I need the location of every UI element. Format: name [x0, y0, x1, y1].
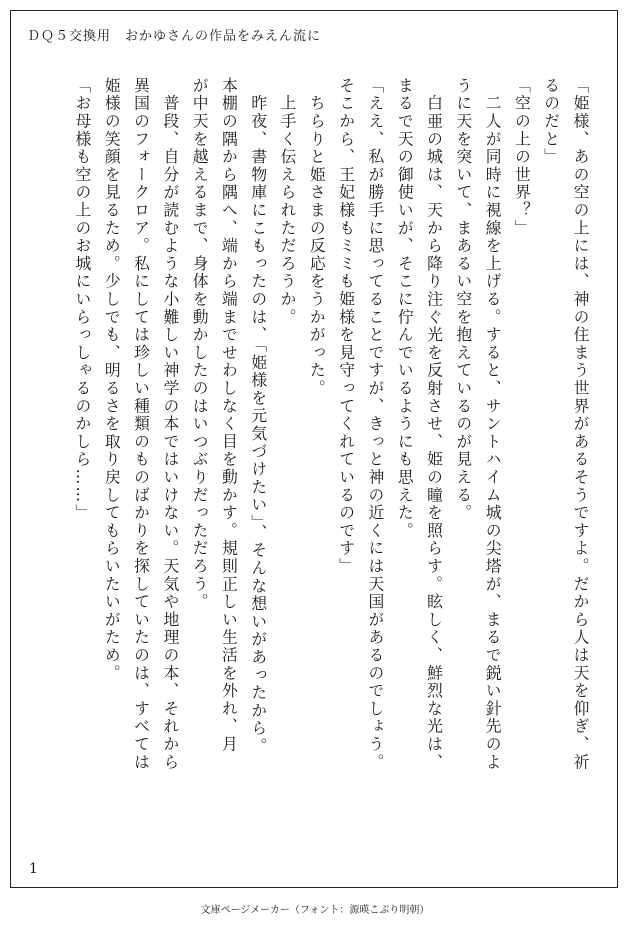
- text-line: るのだと」: [541, 77, 561, 166]
- footer-caption: 文庫ページメーカー（フォント：源暎こぶり明朝）: [200, 905, 430, 916]
- page-number: 1: [29, 861, 38, 877]
- text-line: 白亜の城は、天から降り注ぐ光を反射させ、姫の瞳を照らす。眩しく、鮮烈な光は、: [424, 77, 444, 772]
- text-line: 「ええ、私が勝手に思ってることですが、きっと神の近くには天国があるのでしょう。: [365, 77, 385, 772]
- page-frame: [10, 10, 618, 888]
- vertical-body-text: [68, 77, 595, 837]
- text-line: うに天を突いて、まあるい空を抱えているのが見える。: [453, 77, 473, 522]
- text-line: 二人が同時に視線を上げる。すると、サントハイム城の尖塔が、まるで鋭い針先のよ: [483, 77, 503, 772]
- text-line: 異国のフォークロア。私にしては珍しい種類のものばかりを探していたのは、すべては: [131, 77, 151, 772]
- text-line: 「姫様、あの空の上には、神の住まう世界があるそうですよ。だから人は天を仰ぎ、祈: [571, 77, 590, 772]
- page-header-title: ＤＱ５交換用 おかゆさんの作品をみえん流に: [27, 29, 322, 44]
- text-line: 普段、自分が読むような小難しい神学の本ではいけない。天気や地理の本、それから: [160, 77, 180, 772]
- text-line: 姫様の笑顔を見るため。少しでも、明るさを取り戻してもらいたいがため。: [102, 77, 122, 683]
- text-line: そこから、王妃様もミミも姫様を見守ってくれているのです」: [336, 77, 356, 576]
- text-line: 「お母様も空の上のお城にいらっしゃるのかしら……」: [72, 77, 92, 522]
- text-line: 本棚の隅から隅へ、端から端までせわしなく目を動かす。規則正しい生活を外れ、月: [219, 77, 239, 754]
- text-line: 上手く伝えられただろうか。: [278, 77, 298, 327]
- text-line: 昨夜、書物庫にこもったのは、「姫様を元気づけたい」、そんな想いがあったから。: [248, 77, 268, 756]
- text-line: ちらりと姫さまの反応をうかがった。: [307, 77, 327, 398]
- text-line: が中天を越えるまで、身体を動かしたのはいつぶりだっただろう。: [190, 77, 210, 611]
- text-line: まるで天の御使いが、そこに佇んでいるようにも思えた。: [395, 77, 415, 540]
- text-line: 「空の上の世界？」: [512, 77, 532, 238]
